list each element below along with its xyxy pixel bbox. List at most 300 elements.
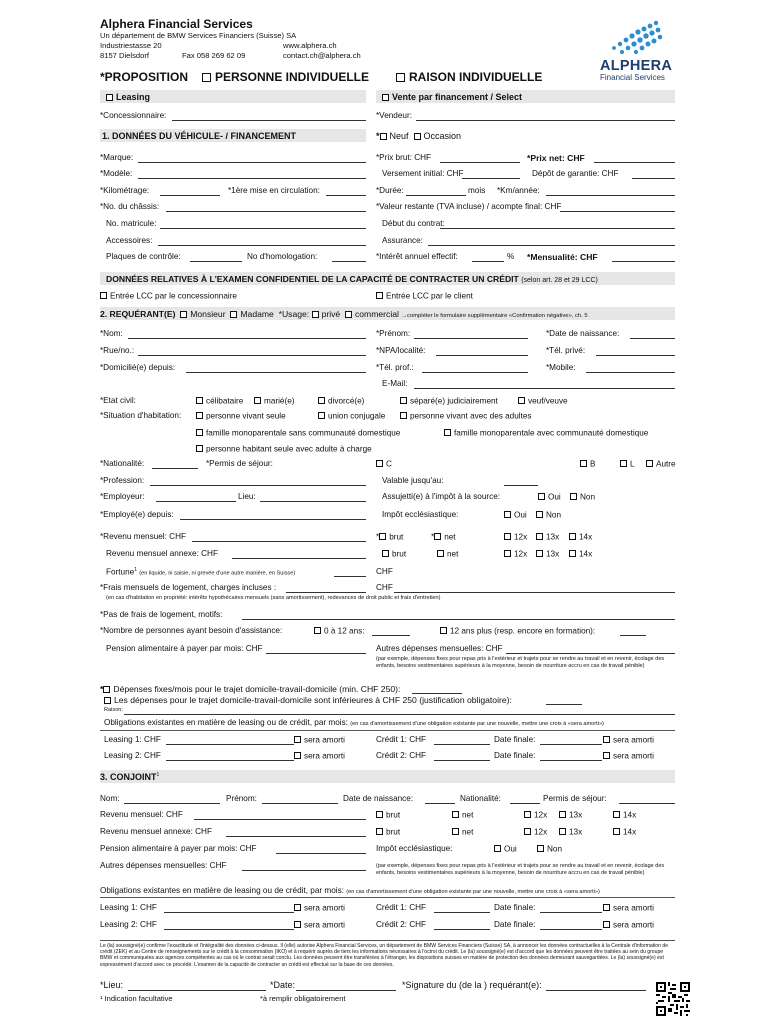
checkbox-icon bbox=[104, 697, 111, 704]
lcc-client-option[interactable]: Entrée LCC par le client bbox=[376, 292, 473, 301]
conjoint-permis-field[interactable] bbox=[619, 803, 675, 804]
adultes-option[interactable]: personne vivant avec des adultes bbox=[400, 412, 532, 421]
credit2-field[interactable] bbox=[434, 760, 490, 761]
conjoint-credit1-label: Crédit 1: CHF bbox=[376, 903, 427, 912]
conjoint-leasing2-label: Leasing 2: CHF bbox=[100, 920, 157, 929]
employeur-field[interactable] bbox=[156, 501, 236, 502]
famille-avec-option[interactable]: famille monoparentale avec communauté domestique bbox=[444, 429, 648, 438]
credit1-datefinale-field[interactable] bbox=[540, 744, 602, 745]
revenu-net-option[interactable]: * net bbox=[431, 532, 456, 542]
permis-label: *Permis de séjour: bbox=[206, 459, 273, 468]
company-fax: Fax 058 269 62 09 bbox=[182, 51, 246, 60]
naissance-label: *Date de naissance: bbox=[546, 329, 620, 338]
checkbox-icon bbox=[570, 493, 577, 500]
vendeur-field[interactable] bbox=[416, 120, 675, 121]
leasing2-amorti-option[interactable]: sera amorti bbox=[294, 752, 345, 761]
oblig-label: Obligations existantes en matière de leasing ou de crédit, par mois: (en cas d'amortissement d'une obligation existante par une nouvelle, mettre une croix à «sera amorti») bbox=[104, 718, 604, 727]
valeur-field[interactable] bbox=[560, 211, 675, 212]
conjoint-autres-label: Autres dépenses mensuelles: CHF bbox=[100, 861, 227, 870]
etat-civil-label: *Etat civil: bbox=[100, 396, 136, 405]
dep-fixes-option[interactable]: * Dépenses fixes/mois pour le trajet domicile-travail-domicile (min. CHF 250): bbox=[100, 684, 401, 694]
situation-label: *Situation d'habitation: bbox=[100, 411, 182, 420]
fortune-line[interactable] bbox=[334, 576, 366, 577]
checkbox-icon bbox=[100, 292, 107, 299]
famille-sans-option[interactable]: famille monoparentale sans communauté domestique bbox=[196, 429, 400, 438]
checkbox-icon bbox=[294, 921, 301, 928]
nom-field[interactable] bbox=[128, 338, 366, 339]
credit2-amorti-option[interactable]: sera amorti bbox=[603, 752, 654, 761]
footnote-obligatoire: *à remplir obligatoirement bbox=[260, 994, 346, 1003]
prix-net-label: *Prix net: CHF bbox=[527, 153, 585, 163]
matricule-field[interactable] bbox=[160, 228, 366, 229]
revenu-annexe-field[interactable] bbox=[232, 558, 366, 559]
conjoint-nom-label: Nom: bbox=[100, 794, 120, 803]
checkbox-icon bbox=[376, 828, 383, 835]
checkbox-icon bbox=[196, 429, 203, 436]
autres-dep-field[interactable] bbox=[506, 653, 675, 654]
conjoint-oblig-label: Obligations existantes en matière de leasing ou de crédit, par mois: (en cas d'amortissement d'une obligation existante par une nouvelle, mettre une croix à «sera amorti») bbox=[100, 886, 600, 895]
conjoint-leasing2-amorti-option[interactable]: sera amorti bbox=[294, 921, 345, 930]
revenu-annexe-label: Revenu mensuel annexe: CHF bbox=[106, 549, 218, 558]
km-field[interactable] bbox=[160, 195, 220, 196]
company-line: Un département de BMW Services Financiers (Suisse) SA bbox=[100, 31, 297, 40]
annexe-13x-option[interactable]: 13x bbox=[536, 550, 559, 559]
revenu-13x-option[interactable]: 13x bbox=[536, 533, 559, 542]
frais-field[interactable] bbox=[286, 592, 366, 593]
impot-non-option[interactable]: Non bbox=[536, 511, 561, 520]
autres-dep-label: Autres dépenses mensuelles: CHF bbox=[376, 644, 503, 653]
depot-label: Dépôt de garantie: CHF bbox=[532, 169, 619, 178]
checkbox-icon bbox=[524, 828, 531, 835]
checkbox-icon bbox=[494, 845, 501, 852]
habitant-option[interactable]: personne habitant seule avec adulte à charge bbox=[196, 445, 372, 454]
credit1-datefinale-label: Date finale: bbox=[494, 735, 536, 744]
conjoint-credit1-field[interactable] bbox=[434, 912, 490, 913]
frais-chf-label: CHF bbox=[376, 583, 393, 592]
nationalite-label: *Nationalité: bbox=[100, 459, 145, 468]
conjoint-pension-label: Pension alimentaire à payer par mois: CHF bbox=[100, 844, 257, 853]
signature-field[interactable] bbox=[546, 990, 646, 991]
checkbox-icon bbox=[196, 445, 203, 452]
versement-label: Versement initial: CHF bbox=[382, 169, 464, 178]
conjoint-13x-option[interactable]: 13x bbox=[559, 811, 582, 820]
conjoint-impot-oui-option[interactable]: Oui bbox=[494, 845, 517, 854]
impot-label: Impôt ecclésiastique: bbox=[382, 510, 459, 519]
conjoint-nom-field[interactable] bbox=[124, 803, 220, 804]
leasing1-label: Leasing 1: CHF bbox=[104, 735, 161, 744]
permis-autre-option[interactable]: Autre bbox=[646, 460, 676, 469]
conjoint-12x-option[interactable]: 12x bbox=[524, 811, 547, 820]
checkbox-icon bbox=[452, 811, 459, 818]
checkbox-icon bbox=[504, 511, 511, 518]
dep-inf-option[interactable]: Les dépenses pour le trajet domicile-travail-domicile sont inférieures à CHF 250 (justification obligatoire): bbox=[104, 696, 512, 705]
prenom-field[interactable] bbox=[414, 338, 528, 339]
checkbox-icon bbox=[396, 73, 405, 82]
celibataire-option[interactable]: célibataire bbox=[196, 397, 243, 406]
qr-code-icon bbox=[656, 982, 690, 1016]
conjoint-credit1-amorti-option[interactable]: sera amorti bbox=[603, 904, 654, 913]
nationalite-field[interactable] bbox=[152, 468, 198, 469]
valable-label: Valable jusqu'au: bbox=[382, 476, 444, 485]
conjoint-credit2-datefinale-label: Date finale: bbox=[494, 920, 536, 929]
matricule-label: No. matricule: bbox=[106, 219, 157, 228]
annexe-net-option[interactable]: net bbox=[437, 550, 458, 559]
raison-label: Raison: bbox=[104, 707, 123, 713]
employe-field[interactable] bbox=[180, 519, 366, 520]
checkbox-icon bbox=[196, 397, 203, 404]
checkbox-icon bbox=[376, 811, 383, 818]
credit1-label: Crédit 1: CHF bbox=[376, 735, 427, 744]
accessoires-field[interactable] bbox=[158, 245, 366, 246]
concessionnaire-label: *Concessionnaire: bbox=[100, 111, 167, 120]
employeur-label: *Employeur: bbox=[100, 492, 145, 501]
conjoint-net-option[interactable]: net bbox=[452, 811, 473, 820]
rue-field[interactable] bbox=[138, 355, 366, 356]
chassis-field[interactable] bbox=[166, 211, 366, 212]
neuf-checkbox-icon[interactable] bbox=[380, 133, 387, 140]
conjoint-permis-label: Permis de séjour: bbox=[543, 794, 607, 803]
naissance-field[interactable] bbox=[630, 338, 675, 339]
leasing2-label: Leasing 2: CHF bbox=[104, 751, 161, 760]
lieu-field[interactable] bbox=[260, 501, 366, 502]
domicile-label: *Domicilié(e) depuis: bbox=[100, 363, 176, 372]
mensualite-label: *Mensualité: CHF bbox=[527, 252, 598, 262]
commercial-checkbox-icon[interactable] bbox=[345, 311, 352, 318]
permis-b-option[interactable]: B bbox=[580, 460, 595, 469]
checkbox-icon bbox=[444, 429, 451, 436]
conjoint-leasing1-label: Leasing 1: CHF bbox=[100, 903, 157, 912]
employe-label: *Employé(e) depuis: bbox=[100, 510, 174, 519]
checkbox-icon bbox=[376, 292, 383, 299]
veuf-option[interactable]: veuf/veuve bbox=[518, 397, 568, 406]
section2-header: 2. REQUÉRANT(E) Monsieur Madame *Usage: privé commercial →compléter le formulaire supplémentaire «Confirmation négative», ch. 5 bbox=[100, 309, 588, 319]
telprive-label: *Tél. privé: bbox=[546, 346, 586, 355]
checkbox-icon bbox=[103, 686, 110, 693]
kman-label: *Km/année: bbox=[497, 186, 540, 195]
checkbox-icon bbox=[603, 736, 610, 743]
valable-field[interactable] bbox=[504, 485, 538, 486]
debut-label: Début du contrat: bbox=[382, 219, 445, 228]
valeur-label: *Valeur restante (TVA incluse) / acompte final: CHF bbox=[376, 202, 562, 211]
conjoint-annexe-13x-option[interactable]: 13x bbox=[559, 828, 582, 837]
conjoint-annexe-12x-option[interactable]: 12x bbox=[524, 828, 547, 837]
seule-option[interactable]: personne vivant seule bbox=[196, 412, 286, 421]
pasfrais-label: *Pas de frais de logement, motifs: bbox=[100, 610, 223, 619]
checkbox-icon bbox=[603, 752, 610, 759]
annexe-brut-option[interactable]: brut bbox=[382, 550, 406, 559]
email-field[interactable] bbox=[414, 388, 675, 389]
checkbox-icon bbox=[437, 550, 444, 557]
kman-field[interactable] bbox=[546, 195, 675, 196]
conjoint-revenu-field[interactable] bbox=[194, 819, 366, 820]
pension-label: Pension alimentaire à payer par mois: CHF bbox=[106, 644, 263, 653]
conjoint-annexe-field[interactable] bbox=[226, 836, 366, 837]
conjoint-autres-field[interactable] bbox=[242, 870, 366, 871]
credit2-datefinale-label: Date finale: bbox=[494, 751, 536, 760]
marque-field[interactable] bbox=[138, 162, 366, 163]
homolog-label: No d'homologation: bbox=[247, 252, 318, 261]
prix-net-field[interactable] bbox=[594, 162, 675, 163]
checkbox-icon bbox=[559, 811, 566, 818]
assujetti-oui-option[interactable]: Oui bbox=[538, 493, 561, 502]
credit1-field[interactable] bbox=[434, 744, 490, 745]
checkbox-icon bbox=[294, 904, 301, 911]
marque-label: *Marque: bbox=[100, 153, 134, 162]
checkbox-icon bbox=[400, 397, 407, 404]
pct-label: % bbox=[507, 252, 515, 261]
impot-oui-option[interactable]: Oui bbox=[504, 511, 527, 520]
pasfrais-field[interactable] bbox=[242, 619, 675, 620]
assurance-label: Assurance: bbox=[382, 236, 423, 245]
fortune-chf-label: CHF bbox=[376, 567, 393, 576]
revenu-field[interactable] bbox=[192, 541, 366, 542]
ans12plus-option[interactable]: 12 ans plus (resp. encore en formation): bbox=[440, 627, 595, 636]
conjoint-credit1-datefinale-label: Date finale: bbox=[494, 903, 536, 912]
modele-field[interactable] bbox=[138, 178, 366, 179]
conjoint-annexe-net-option[interactable]: net bbox=[452, 828, 473, 837]
ans12-option[interactable]: 0 à 12 ans: bbox=[314, 627, 365, 636]
ans12plus-field[interactable] bbox=[620, 635, 646, 636]
prenom-label: *Prénom: bbox=[376, 329, 411, 338]
checkbox-icon bbox=[382, 94, 389, 101]
prix-brut-field[interactable] bbox=[440, 162, 520, 163]
checkbox-icon bbox=[613, 811, 620, 818]
checkbox-icon bbox=[294, 736, 301, 743]
telprof-label: *Tél. prof.: bbox=[376, 363, 414, 372]
npa-field[interactable] bbox=[436, 355, 528, 356]
conjoint-leasing1-field[interactable] bbox=[164, 912, 294, 913]
checkbox-icon bbox=[434, 533, 441, 540]
interet-label: *Intérêt annuel effectif: bbox=[376, 252, 458, 261]
checkbox-icon bbox=[569, 550, 576, 557]
email-label: E-Mail: bbox=[382, 379, 408, 388]
company-name: Alphera Financial Services bbox=[100, 17, 253, 31]
lieu-label: Lieu: bbox=[238, 492, 256, 501]
duree-label: *Durée: bbox=[376, 186, 404, 195]
checkbox-icon bbox=[603, 921, 610, 928]
frais-chf-field[interactable] bbox=[394, 592, 675, 593]
checkbox-icon bbox=[603, 904, 610, 911]
conjoint-autres-note: (par exemple, dépenses fixes pour repas pris à l'extérieur et trajets pour se rendre au travail et en revenir, écolage des enfants, besoins vestimentaires supérieurs à la moyenne, besoin de nourriture accru en cas de travail pénible) bbox=[376, 863, 665, 876]
company-email: contact.ch@alphera.ch bbox=[283, 51, 361, 60]
section3-title: 3. CONJOINT$^1$ bbox=[100, 772, 160, 782]
profession-label: *Profession: bbox=[100, 476, 145, 485]
proposition-title: *PROPOSITION bbox=[100, 70, 189, 84]
km-label: *Kilométrage: bbox=[100, 186, 150, 195]
neuf-occasion-group[interactable]: * Neuf Occasion bbox=[376, 131, 462, 141]
mensualite-field[interactable] bbox=[612, 261, 675, 262]
annexe-14x-option[interactable]: 14x bbox=[569, 550, 592, 559]
autres-dep-note: (par exemple, dépenses fixes pour repas pris à l'extérieur et trajets pour se rendre au travail et en revenir, écolage des enfants, besoins vestimentaires supérieurs à la moyenne, besoin de nourriture accru en cas de travail pénible) bbox=[376, 656, 665, 669]
debut-field[interactable] bbox=[440, 228, 675, 229]
checkbox-icon bbox=[376, 460, 383, 467]
permis-l-option[interactable]: L bbox=[620, 460, 635, 469]
conjoint-prenom-field[interactable] bbox=[262, 803, 338, 804]
checkbox-icon bbox=[518, 397, 525, 404]
conjoint-credit2-amorti-option[interactable]: sera amorti bbox=[603, 921, 654, 930]
assujetti-label: Assujetti(e) à l'impôt à la source: bbox=[382, 492, 501, 501]
mois-label: mois bbox=[468, 186, 486, 195]
divorce-option[interactable]: divorcé(e) bbox=[318, 397, 364, 406]
accessoires-label: Accessoires: bbox=[106, 236, 153, 245]
rue-label: *Rue/no.: bbox=[100, 346, 135, 355]
checkbox-icon bbox=[400, 412, 407, 419]
conjoint-impot-non-option[interactable]: Non bbox=[537, 845, 562, 854]
telprof-field[interactable] bbox=[422, 372, 528, 373]
logo-sub: Financial Services bbox=[600, 73, 665, 82]
conjoint-leasing2-field[interactable] bbox=[164, 929, 294, 930]
interet-field[interactable] bbox=[472, 261, 504, 262]
company-city: 8157 Dielsdorf bbox=[100, 51, 149, 60]
date-field[interactable] bbox=[296, 990, 396, 991]
consent-text: Le (la) soussigné(e) confirme l'exactitude et l'intégralité des données ci-dessus. Il (elle) autorise Alphera Financial Services, un département de BMW Services Financiers (Suisse) SA, à annoncer les données contractuelles à la Centrale d'information de crédit (ZEK) et au Centre de renseignements sur le crédit à la consommation (IKO) et à requérir auprès de tiers les informations nécessaires à l'octroi du crédit. Le (la) soussigné(e) est d'accord que les données peuvent être traitées au sein du groupe BMW et communiquées aux agences compétentes au cas où le contrat serait conclu. Les données peuvent être transférées à l'étranger, les dispositions suisses en matière de protection des données demeurant sauvegardées. Le (la) soussigné(e) est expressément d'accord avec ce procédé. L'examen de la capacité de contracter un crédit est effectué sur la base de ces données. bbox=[100, 943, 669, 968]
vente-option[interactable]: Vente par financement / Select bbox=[382, 93, 522, 102]
conjoint-nationalite-label: Nationalité: bbox=[460, 794, 501, 803]
revenu-14x-option[interactable]: 14x bbox=[569, 533, 592, 542]
ans12-field[interactable] bbox=[372, 635, 410, 636]
conjoint-pension-field[interactable] bbox=[276, 853, 366, 854]
mobile-field[interactable] bbox=[586, 372, 675, 373]
occasion-checkbox-icon[interactable] bbox=[414, 133, 421, 140]
homolog-field[interactable] bbox=[332, 261, 366, 262]
checkbox-icon bbox=[559, 828, 566, 835]
credit1-amorti-option[interactable]: sera amorti bbox=[603, 736, 654, 745]
conjoint-impot-label: Impôt ecclésiastique: bbox=[376, 844, 453, 853]
conjoint-brut-option[interactable]: brut bbox=[376, 811, 400, 820]
checkbox-icon bbox=[314, 627, 321, 634]
modele-label: *Modèle: bbox=[100, 169, 133, 178]
checkbox-icon bbox=[524, 811, 531, 818]
dep-fixes-field[interactable] bbox=[412, 693, 462, 694]
lieu-label: *Lieu: bbox=[100, 980, 124, 990]
logo-word: ALPHERA bbox=[600, 58, 673, 74]
checkbox-icon bbox=[202, 73, 211, 82]
marie-option[interactable]: marié(e) bbox=[254, 397, 294, 406]
conjoint-revenu-label: Revenu mensuel: CHF bbox=[100, 810, 183, 819]
monsieur-checkbox-icon[interactable] bbox=[180, 311, 187, 318]
mise-label: *1ère mise en circulation: bbox=[228, 186, 320, 195]
credit2-datefinale-field[interactable] bbox=[540, 760, 602, 761]
checkbox-icon bbox=[440, 627, 447, 634]
profession-field[interactable] bbox=[150, 485, 366, 486]
checkbox-icon bbox=[382, 550, 389, 557]
credit2-label: Crédit 2: CHF bbox=[376, 751, 427, 760]
conjoint-credit2-datefinale-field[interactable] bbox=[540, 929, 602, 930]
checkbox-icon bbox=[452, 828, 459, 835]
date-label: *Date: bbox=[270, 980, 296, 990]
leasing1-amorti-option[interactable]: sera amorti bbox=[294, 736, 345, 745]
concessionnaire-field[interactable] bbox=[172, 120, 366, 121]
versement-field[interactable] bbox=[462, 178, 520, 179]
conjoint-nationalite-field[interactable] bbox=[510, 803, 540, 804]
pension-field[interactable] bbox=[266, 653, 366, 654]
vendeur-label: *Vendeur: bbox=[376, 111, 412, 120]
revenu-label: *Revenu mensuel: CHF bbox=[100, 532, 187, 541]
checkbox-icon bbox=[536, 550, 543, 557]
checkbox-icon bbox=[504, 533, 511, 540]
lieu-field[interactable] bbox=[128, 990, 266, 991]
npa-label: *NPA/localité: bbox=[376, 346, 426, 355]
checkbox-icon bbox=[294, 752, 301, 759]
plaques-field[interactable] bbox=[190, 261, 242, 262]
frais-label: *Frais mensuels de logement, charges incluses : bbox=[100, 583, 277, 592]
checkbox-icon bbox=[318, 412, 325, 419]
prive-checkbox-icon[interactable] bbox=[312, 311, 319, 318]
duree-field[interactable] bbox=[406, 195, 466, 196]
conjoint-annexe-14x-option[interactable]: 14x bbox=[613, 828, 636, 837]
conjoint-naissance-field[interactable] bbox=[425, 803, 455, 804]
plaques-label: Plaques de contrôle: bbox=[106, 252, 181, 261]
assujetti-non-option[interactable]: Non bbox=[570, 493, 595, 502]
mise-field[interactable] bbox=[326, 195, 366, 196]
mobile-label: *Mobile: bbox=[546, 363, 576, 372]
lcc-title: DONNÉES RELATIVES À L'EXAMEN CONFIDENTIEL DE LA CAPACITÉ DE CONTRACTER UN CRÉDIT (selon art. 28 et 29 LCC) bbox=[106, 274, 598, 284]
dep-inf-field[interactable] bbox=[546, 704, 582, 705]
permis-c-option[interactable]: C bbox=[376, 460, 392, 469]
conjoint-prenom-label: Prénom: bbox=[226, 794, 257, 803]
conjoint-credit2-label: Crédit 2: CHF bbox=[376, 920, 427, 929]
chassis-label: *No. du châssis: bbox=[100, 202, 160, 211]
checkbox-icon bbox=[318, 397, 325, 404]
checkbox-icon bbox=[569, 533, 576, 540]
conjoint-credit2-field[interactable] bbox=[434, 929, 490, 930]
revenu-brut-option[interactable]: * brut bbox=[376, 532, 404, 542]
separe-option[interactable]: séparé(e) judiciairement bbox=[400, 397, 498, 406]
raison-individuelle-option[interactable]: RAISON INDIVIDUELLE bbox=[396, 71, 542, 83]
assurance-field[interactable] bbox=[428, 245, 675, 246]
checkbox-icon bbox=[613, 828, 620, 835]
company-street: Industriestasse 20 bbox=[100, 41, 162, 50]
checkbox-icon bbox=[646, 460, 653, 467]
madame-checkbox-icon[interactable] bbox=[230, 311, 237, 318]
checkbox-icon bbox=[536, 533, 543, 540]
fortune-label: Fortune$^1$ (en liquide, ni saisie, ni grevée d'une autre manière, en Suisse) bbox=[106, 567, 296, 577]
leasing2-field[interactable] bbox=[166, 760, 294, 761]
leasing-option[interactable]: Leasing bbox=[106, 93, 150, 102]
leasing1-field[interactable] bbox=[166, 744, 294, 745]
frais-note: (en cas d'habitation en propriété: intérêts hypothécaires mensuels (sans amortissement), redevances de droit public et frais d'entretien) bbox=[106, 595, 441, 601]
nom-label: *Nom: bbox=[100, 329, 123, 338]
checkbox-icon bbox=[254, 397, 261, 404]
depot-field[interactable] bbox=[632, 178, 675, 179]
checkbox-icon bbox=[536, 511, 543, 518]
section1-title: 1. DONNÉES DU VÉHICULE- / FINANCEMENT bbox=[102, 131, 297, 141]
checkbox-icon bbox=[196, 412, 203, 419]
checkbox-icon bbox=[538, 493, 545, 500]
conjoint-annexe-brut-option[interactable]: brut bbox=[376, 828, 400, 837]
prix-brut-label: *Prix brut: CHF bbox=[376, 153, 432, 162]
domicile-field[interactable] bbox=[186, 372, 366, 373]
personne-individuelle-option[interactable]: PERSONNE INDIVIDUELLE bbox=[202, 71, 369, 83]
checkbox-icon bbox=[379, 533, 386, 540]
annexe-12x-option[interactable]: 12x bbox=[504, 550, 527, 559]
lcc-concessionnaire-option[interactable]: Entrée LCC par le concessionnaire bbox=[100, 292, 237, 301]
telprive-field[interactable] bbox=[596, 355, 675, 356]
personnes-label: *Nombre de personnes ayant besoin d'assistance: bbox=[100, 626, 283, 635]
alphera-dots-logo-icon bbox=[606, 20, 666, 56]
conjoint-14x-option[interactable]: 14x bbox=[613, 811, 636, 820]
conjoint-leasing1-amorti-option[interactable]: sera amorti bbox=[294, 904, 345, 913]
checkbox-icon bbox=[537, 845, 544, 852]
revenu-12x-option[interactable]: 12x bbox=[504, 533, 527, 542]
union-option[interactable]: union conjugale bbox=[318, 412, 385, 421]
signature-label: *Signature du (de la ) requérant(e): bbox=[402, 980, 542, 990]
conjoint-credit1-datefinale-field[interactable] bbox=[540, 912, 602, 913]
footnote-indication: ¹ Indication facultative bbox=[100, 994, 173, 1003]
raison-field[interactable] bbox=[124, 714, 675, 715]
checkbox-icon bbox=[580, 460, 587, 467]
checkbox-icon bbox=[504, 550, 511, 557]
